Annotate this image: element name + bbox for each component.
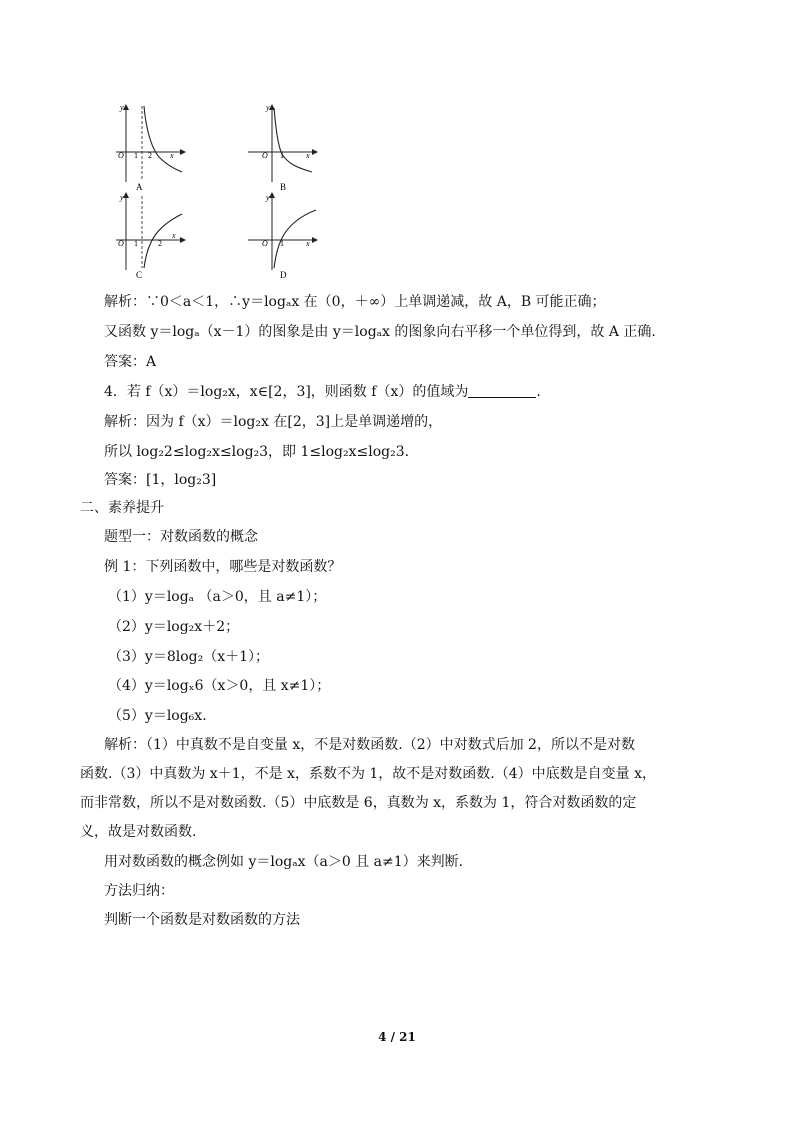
graph-b: [244, 100, 324, 192]
y-axis-label: y: [266, 193, 270, 202]
method-heading: 方法归纳：: [104, 883, 174, 899]
y-axis-label: y: [120, 103, 124, 112]
x-axis-label: x: [306, 239, 310, 248]
example-item-4: （4）y＝logₓ6（x＞0，且 x≠1）；: [108, 678, 331, 694]
answer-line: 答案：A: [104, 354, 157, 370]
x-axis-label: x: [306, 151, 310, 160]
solution-line-1: 解析：（1）中真数不是自变量 x，不是对数函数.（2）中对数式后加 2，所以不是对数: [104, 737, 635, 753]
tick-1: 1: [134, 239, 138, 248]
solution-line-2: 函数.（3）中真数为 x＋1，不是 x，系数不为 1，故不是对数函数.（4）中底数是自变量 x，: [80, 766, 657, 782]
analysis-4-line-1: 解析：因为 f（x）＝log₂x 在[2，3]上是单调递增的，: [104, 414, 443, 430]
tick-2: 2: [158, 239, 162, 248]
method-title: 判断一个函数是对数函数的方法: [104, 912, 300, 928]
graph-label: D: [280, 270, 287, 280]
origin-label: O: [262, 151, 268, 160]
topic-heading: 题型一：对数函数的概念: [104, 529, 258, 545]
example-item-1: （1）y＝logₐ （a＞0，且 a≠1）；: [108, 589, 327, 605]
graph-c: [112, 188, 192, 280]
example-item-5: （5）y＝log₆x.: [108, 708, 207, 724]
answer-4: 答案：[1，log₂3]: [104, 472, 217, 488]
analysis-line-1: 解析：∵0＜a＜1，∴y＝logₐx 在（0，＋∞）上单调递减，故 A，B 可能正确；: [104, 294, 606, 310]
answer-blank: [468, 383, 536, 398]
example-1: 例 1：下列函数中，哪些是对数函数？: [104, 559, 342, 575]
tick-1: 1: [280, 151, 284, 160]
graph-d: [244, 188, 324, 280]
origin-label: O: [262, 239, 268, 248]
question-4-text: 4．若 f（x）＝log₂x，x∈[2，3]，则函数 f（x）的值域为: [104, 384, 469, 400]
question-4: 4．若 f（x）＝log₂x，x∈[2，3]，则函数 f（x）的值域为 .: [104, 384, 541, 400]
solution-line-4: 义，故是对数函数.: [80, 824, 197, 840]
section-heading: 二、素养提升: [80, 500, 164, 516]
graph-label: C: [136, 270, 143, 280]
tick-1: 1: [134, 151, 138, 160]
solution-line-3: 而非常数，所以不是对数函数.（5）中底数是 6，真数为 x，系数为 1，符合对数函数的定: [80, 795, 637, 811]
tick-2: 2: [148, 151, 152, 160]
graph-label: A: [136, 182, 143, 192]
y-axis-label: y: [266, 103, 270, 112]
example-item-2: （2）y＝log₂x＋2；: [108, 619, 240, 635]
origin-label: O: [118, 151, 124, 160]
tick-1: 1: [280, 239, 284, 248]
origin-label: O: [118, 239, 124, 248]
x-axis-label: x: [172, 231, 176, 240]
y-axis-label: y: [120, 193, 124, 202]
page-number: 4 / 21: [378, 1030, 416, 1044]
analysis-line-2: 又函数 y＝logₐ（x－1）的图象是由 y＝logₐx 的图象向右平移一个单位得到，故 A 正确.: [104, 324, 656, 340]
graph-a: [112, 100, 192, 192]
concept-note: 用对数函数的概念例如 y＝logₐx（a＞0 且 a≠1）来判断.: [104, 854, 464, 870]
x-axis-label: x: [170, 151, 174, 160]
example-item-3: （3）y＝8log₂（x＋1）；: [108, 649, 270, 665]
analysis-4-line-2: 所以 log₂2≤log₂x≤log₂3，即 1≤log₂x≤log₂3.: [104, 444, 410, 460]
graph-label: B: [280, 182, 287, 192]
